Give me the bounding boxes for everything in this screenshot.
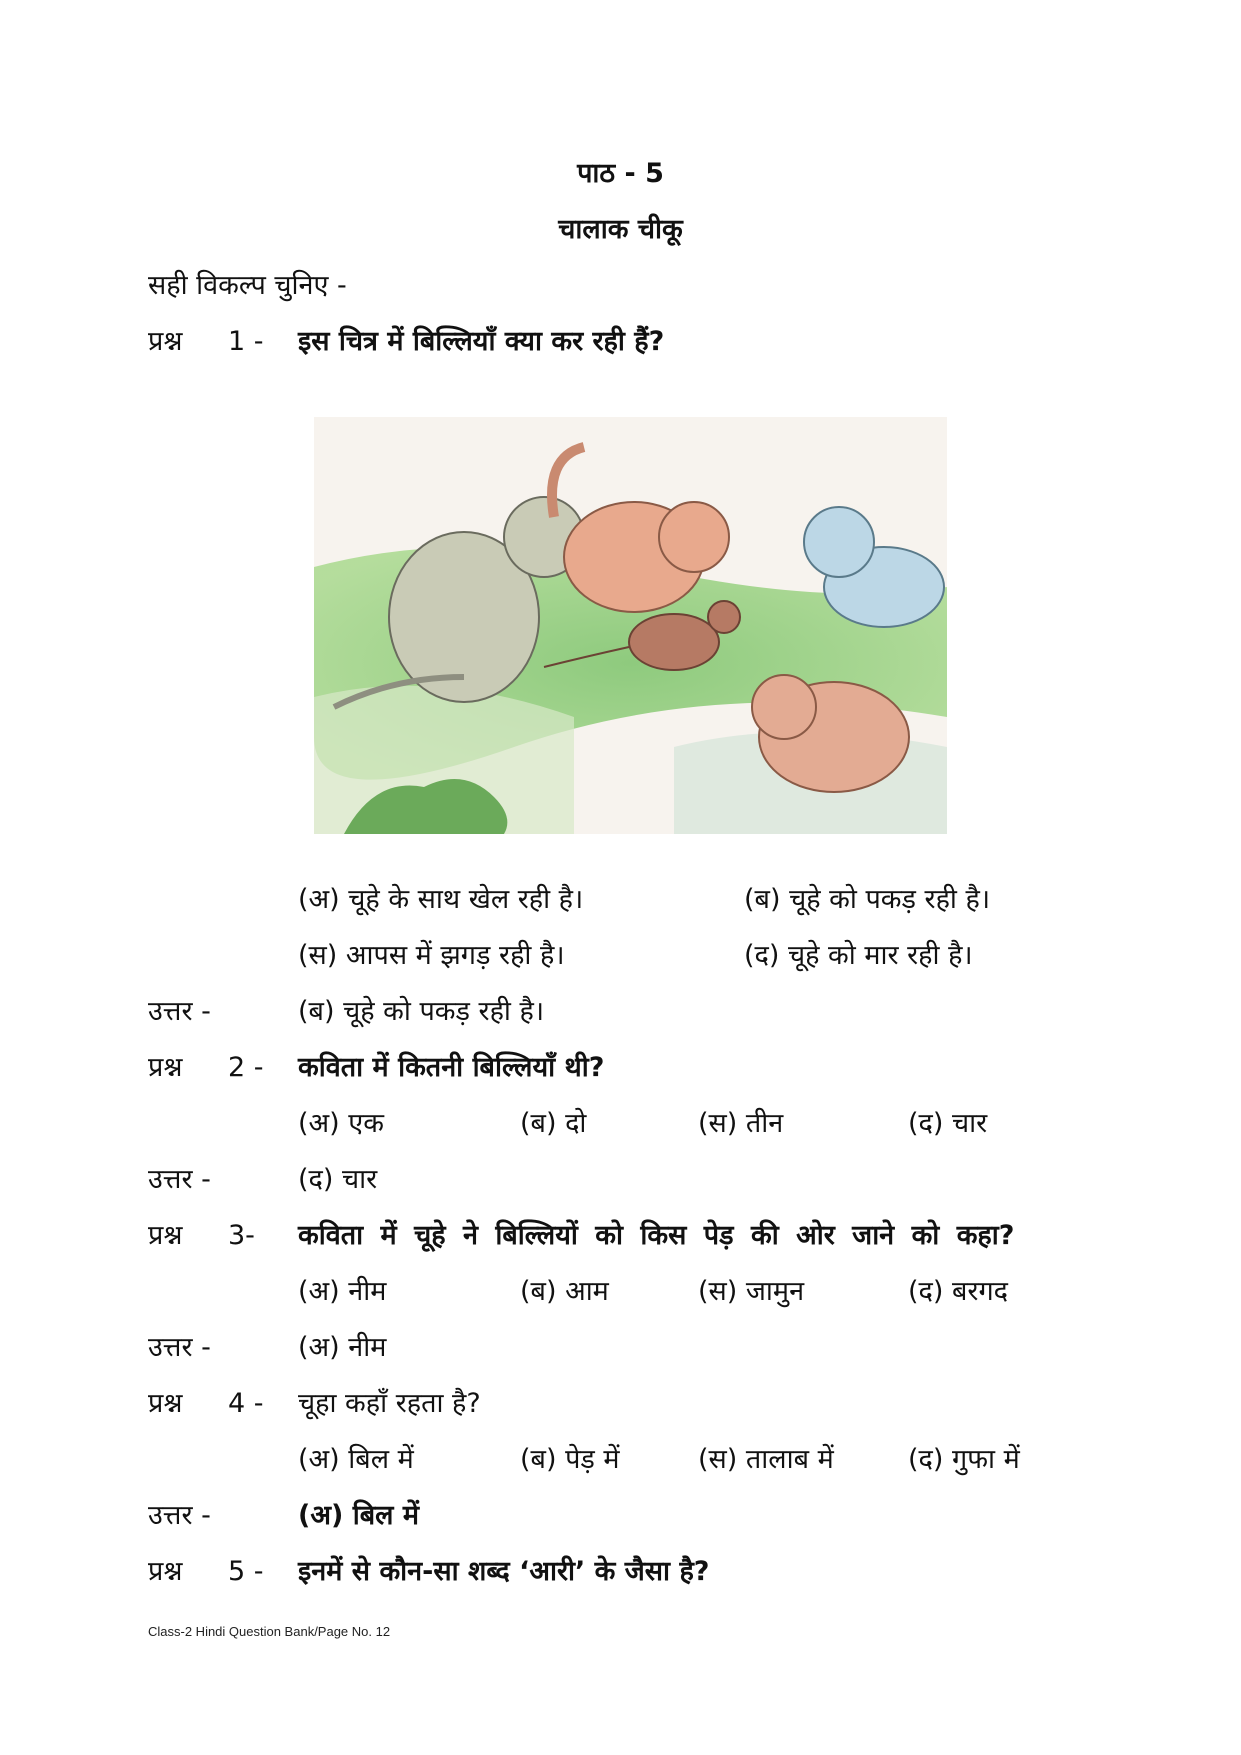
- q2-label: प्रश्न: [148, 1052, 183, 1083]
- q4-option-c: (स) तालाब में: [698, 1444, 834, 1475]
- lesson-number: पाठ - 5: [577, 158, 664, 189]
- q2-option-c: (स) तीन: [698, 1108, 784, 1139]
- q4-answer: (अ) बिल में: [298, 1500, 419, 1531]
- q1-label: प्रश्न: [148, 326, 183, 357]
- q1-option-c: (स) आपस में झगड़ रही है।: [298, 940, 565, 971]
- q3-text: कविता में चूहे ने बिल्लियों को किस पेड़ की ओर जाने को कहा?: [298, 1220, 1015, 1251]
- q2-answer-label: उत्तर -: [148, 1164, 211, 1195]
- page-footer: Class-2 Hindi Question Bank/Page No. 12: [148, 1624, 391, 1639]
- q3-label: प्रश्न: [148, 1220, 183, 1251]
- instruction: सही विकल्प चुनिए -: [148, 270, 347, 301]
- q2-option-b: (ब) दो: [520, 1108, 587, 1139]
- q5-text: इनमें से कौन-सा शब्द ‘आरी’ के जैसा है?: [298, 1556, 710, 1587]
- q2-option-a: (अ) एक: [298, 1108, 384, 1139]
- q2-answer: (द) चार: [298, 1164, 378, 1195]
- q4-answer-label: उत्तर -: [148, 1500, 211, 1531]
- q5-number: 5 -: [228, 1556, 264, 1587]
- q1-option-d: (द) चूहे को मार रही है।: [744, 940, 973, 971]
- lesson-title: चालाक चीकू: [558, 214, 683, 245]
- q2-text: कविता में कितनी बिल्लियाँ थी?: [298, 1052, 605, 1083]
- q3-answer-label: उत्तर -: [148, 1332, 211, 1363]
- q5-label: प्रश्न: [148, 1556, 183, 1587]
- q1-option-b: (ब) चूहे को पकड़ रही है।: [744, 884, 991, 915]
- q3-option-c: (स) जामुन: [698, 1276, 805, 1307]
- q1-answer-label: उत्तर -: [148, 996, 211, 1027]
- q2-option-d: (द) चार: [908, 1108, 988, 1139]
- q3-option-d: (द) बरगद: [908, 1276, 1008, 1307]
- q2-number: 2 -: [228, 1052, 264, 1083]
- q4-option-d: (द) गुफा में: [908, 1444, 1020, 1475]
- q4-option-a: (अ) बिल में: [298, 1444, 414, 1475]
- q4-option-b: (ब) पेड़ में: [520, 1444, 620, 1475]
- q4-text: चूहा कहाँ रहता है?: [298, 1388, 481, 1419]
- q4-label: प्रश्न: [148, 1388, 183, 1419]
- q3-option-a: (अ) नीम: [298, 1276, 387, 1307]
- q1-number: 1 -: [228, 326, 264, 357]
- q4-number: 4 -: [228, 1388, 264, 1419]
- q1-option-a: (अ) चूहे के साथ खेल रही है।: [298, 884, 584, 915]
- q3-option-b: (ब) आम: [520, 1276, 609, 1307]
- cats-catching-mouse-illustration: [314, 417, 947, 834]
- q1-answer: (ब) चूहे को पकड़ रही है।: [298, 996, 545, 1027]
- q3-number: 3-: [228, 1220, 255, 1251]
- q3-answer: (अ) नीम: [298, 1332, 387, 1363]
- q1-text: इस चित्र में बिल्लियाँ क्या कर रही हैं?: [298, 326, 665, 357]
